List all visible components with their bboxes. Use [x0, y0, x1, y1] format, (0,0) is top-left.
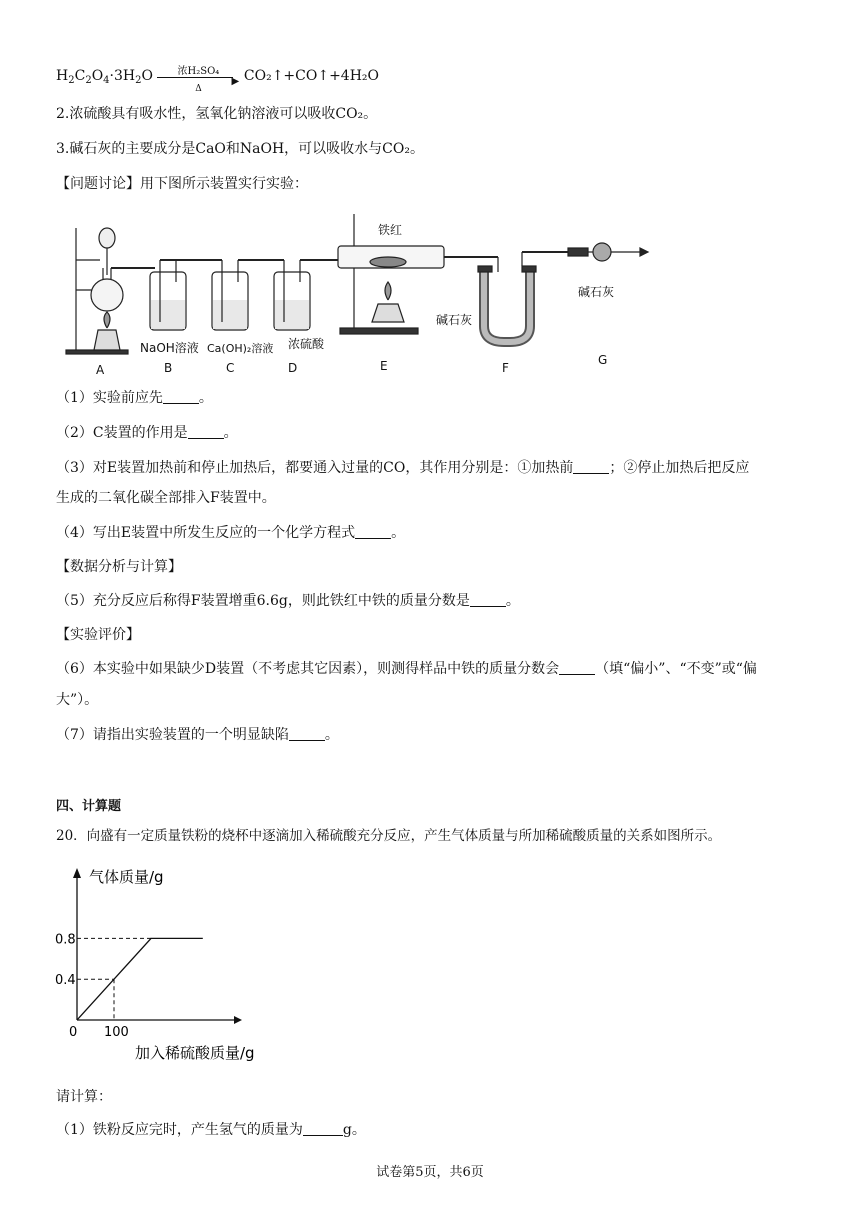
question-20-1: （1）铁粉反应完时，产生氢气的质量为 g。 — [56, 1122, 366, 1138]
question-7: （7）请指出实验装置的一个明显缺陷 。 — [56, 727, 339, 743]
question-3: （3）对E装置加热前和停止加热后，都要通入过量的CO，其作用分别是：①加热前 ；②停止加热后把反应 — [56, 460, 750, 476]
question-4: （4）写出E装置中所发生反应的一个化学方程式 。 — [56, 525, 406, 541]
eq-c: C — [74, 68, 86, 84]
label-d: D — [288, 361, 298, 375]
answer-blank — [188, 424, 224, 439]
question-3-cont: 生成的二氧化碳全部排入F装置中。 — [56, 490, 276, 506]
answer-blank — [470, 592, 506, 607]
tick-label-x-100: 100 — [104, 1025, 129, 1040]
reaction-arrow: 浓H₂SO₄ ▶ Δ — [157, 66, 239, 86]
label-f: F — [502, 361, 509, 375]
answer-blank — [355, 524, 391, 539]
eq-water: ·3H — [109, 68, 136, 84]
answer-blank — [163, 389, 199, 404]
info-line-3: 3.碱石灰的主要成分是CaO和NaOH，可以吸收水与CO₂。 — [56, 141, 424, 157]
label-soda-lime-f: 碱石灰 — [436, 313, 473, 327]
arrow-condition-top: 浓H₂SO₄ — [177, 66, 220, 77]
tick-label-x-0: 0 — [69, 1025, 78, 1040]
question-2: （2）C装置的作用是 。 — [56, 425, 238, 441]
question-6: （6）本实验中如果缺少D装置（不考虑其它因素），则测得样品中铁的质量分数会 （填“偏小”、“不变”或“偏 — [56, 661, 757, 677]
x-axis-label: 加入稀硫酸质量/g — [135, 1044, 255, 1062]
eq-h: H — [56, 68, 69, 84]
label-c: C — [226, 361, 235, 375]
label-g: G — [598, 353, 608, 367]
data-analysis-heading: 【数据分析与计算】 — [56, 559, 182, 575]
label-soda-lime-g: 碱石灰 — [578, 285, 615, 299]
tick-label-y-08: 0.8 — [55, 932, 76, 948]
answer-blank — [303, 1121, 343, 1136]
eq-o: O — [91, 68, 104, 84]
answer-blank — [559, 660, 595, 675]
gas-mass-chart — [50, 862, 280, 1062]
series-line — [77, 938, 203, 1020]
label-a: A — [96, 363, 105, 377]
eq-products: CO₂↑+CO↑+4H₂O — [243, 68, 380, 84]
label-b: B — [164, 361, 173, 375]
eq-sub: 2 — [135, 75, 142, 86]
arrow-condition-bottom: Δ — [195, 84, 202, 94]
reaction-equation — [56, 66, 380, 94]
question-20: 20．向盛有一定质量铁粉的烧杯中逐滴加入稀硫酸充分反应，产生气体质量与所加稀硫酸质量的关系如图所示。 — [56, 828, 722, 844]
answer-blank — [289, 726, 325, 741]
label-caoh2: Ca(OH)₂溶液 — [207, 342, 274, 355]
section-4-heading: 四、计算题 — [56, 799, 122, 814]
discussion-heading: 【问题讨论】用下图所示装置实行实验： — [56, 176, 308, 192]
label-e: E — [380, 359, 388, 373]
label-h2so4: 浓硫酸 — [288, 337, 325, 351]
page-footer: 试卷第5页，共6页 — [376, 1165, 484, 1180]
eq-sub: 2 — [85, 75, 92, 86]
please-calculate: 请计算： — [56, 1089, 112, 1105]
question-5: （5）充分反应后称得F装置增重6.6g，则此铁红中铁的质量分数是 。 — [56, 593, 520, 609]
eq-sub: 2 — [68, 75, 75, 86]
eq-o: O — [141, 68, 153, 84]
evaluation-heading: 【实验评价】 — [56, 627, 140, 643]
label-iron-red: 铁红 — [378, 223, 403, 237]
apparatus-diagram — [0, 200, 860, 380]
info-line-2: 2.浓硫酸具有吸水性，氢氧化钠溶液可以吸收CO₂。 — [56, 106, 378, 122]
x-axis-arrow-icon — [234, 1016, 242, 1024]
eq-sub: 4 — [103, 75, 110, 86]
question-6-cont: 大”）。 — [56, 692, 99, 708]
label-naoh: NaOH溶液 — [140, 341, 199, 355]
y-axis-arrow-icon — [73, 868, 81, 878]
answer-blank — [573, 459, 609, 474]
tick-label-y-04: 0.4 — [55, 973, 76, 989]
y-axis-label: 气体质量/g — [89, 868, 164, 886]
question-1: （1）实验前应先 。 — [56, 390, 213, 406]
